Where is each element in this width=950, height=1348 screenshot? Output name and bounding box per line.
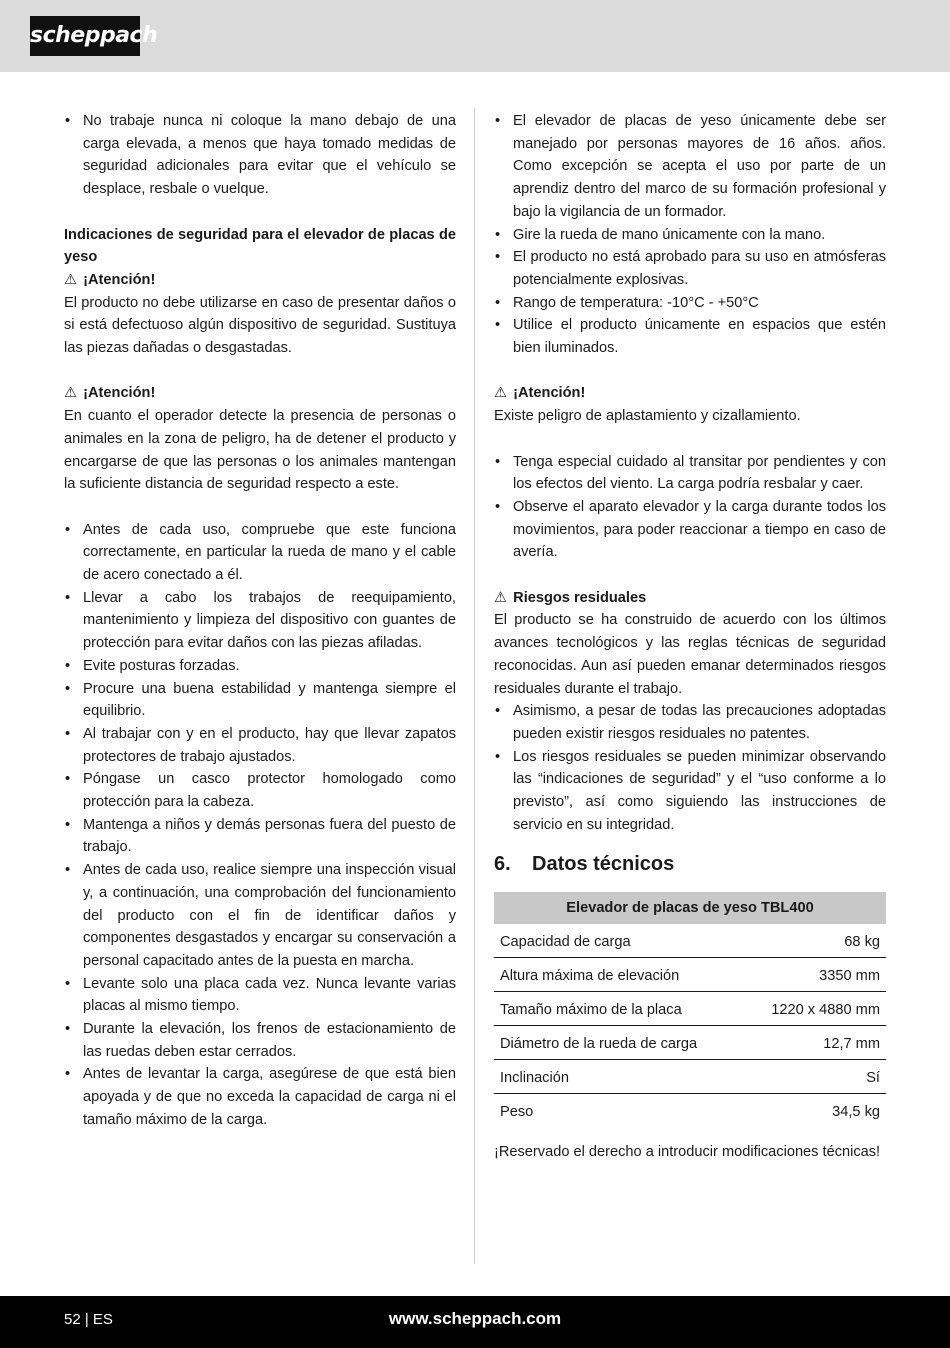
- warning-icon: ⚠: [64, 271, 78, 288]
- table-cell-value: 1220 x 4880 mm: [706, 992, 886, 1026]
- table-cell-label: Inclinación: [494, 1060, 706, 1094]
- right-column: [494, 110, 886, 1164]
- list-item: • El elevador de placas de yeso únicamente debe ser manejado por personas mayores de 16 años. años. Como excepción se acepta el uso por parte de un aprendiz dentro del marco de su formación profesional y bajo la vigilancia de un formador.: [494, 110, 886, 224]
- warning-icon: ⚠: [494, 589, 508, 606]
- page-footer: [0, 1296, 950, 1348]
- list-item: • Antes de cada uso, compruebe que este funciona correctamente, en particular la rueda de mano y el cable de acero conectado a él.: [64, 519, 456, 587]
- list-item: • Rango de temperatura: -10°C - +50°C: [494, 292, 886, 315]
- table-cell-value: 68 kg: [706, 924, 886, 958]
- list-item: • Llevar a cabo los trabajos de reequipamiento, mantenimiento y limpieza del dispositivo con guantes de protección para evitar daños con las piezas afiladas.: [64, 587, 456, 655]
- list-item: • Observe el aparato elevador y la carga durante todos los movimientos, para poder reaccionar a tiempo en caso de avería.: [494, 496, 886, 564]
- table-cell-value: 3350 mm: [706, 958, 886, 992]
- table-row: [494, 992, 886, 1026]
- column-divider: [474, 108, 475, 1264]
- bullet-list: [64, 519, 456, 1132]
- warning-label: ¡Atención!: [83, 385, 156, 402]
- residual-risks-label: Riesgos residuales: [513, 589, 647, 606]
- warning-heading: [64, 382, 456, 405]
- residual-risks-text: El producto se ha construido de acuerdo con los últimos avances tecnológicos y las reglas técnicas de seguridad reconocidas. Aun así pueden emanar determinados riesgos residuales durante el trabajo.: [494, 612, 886, 697]
- list-item: • Procure una buena estabilidad y mantenga siempre el equilibrio.: [64, 678, 456, 723]
- warning-text: Existe peligro de aplastamiento y cizallamiento.: [494, 408, 801, 425]
- list-item: • Utilice el producto únicamente en espacios que estén bien iluminados.: [494, 314, 886, 359]
- warning-icon: ⚠: [64, 385, 78, 402]
- warning-label: ¡Atención!: [83, 271, 156, 288]
- list-item: • Antes de cada uso, realice siempre una inspección visual y, a continuación, una comprobación del funcionamiento del producto con el fin de identificar daños y componentes desgastados y encargar su conservación a personal capacitado antes de la puesta en marcha.: [64, 859, 456, 973]
- brand-logo: scheppach: [30, 16, 140, 56]
- warning-heading: [494, 382, 886, 405]
- list-item: • Tenga especial cuidado al transitar por pendientes y con los efectos del viento. La carga podría resbalar y caer.: [494, 451, 886, 496]
- tech-data-table: [494, 892, 886, 1127]
- section-heading-text: Datos técnicos: [532, 853, 675, 876]
- bullet-list: [494, 700, 886, 836]
- table-cell-value: 34,5 kg: [832, 1104, 880, 1121]
- list-item: • Gire la rueda de mano únicamente con la mano.: [494, 224, 886, 247]
- table-header: Elevador de placas de yeso TBL400: [494, 892, 886, 924]
- page-number: 52 | ES: [64, 1311, 113, 1328]
- warning-icon: ⚠: [494, 385, 508, 402]
- reservation-note: ¡Reservado el derecho a introducir modificaciones técnicas!: [494, 1144, 881, 1161]
- list-item: • Los riesgos residuales se pueden minimizar observando las “indicaciones de seguridad” y el “uso conforme a lo previsto”, así como siguiendo las instrucciones de servicio en su integridad.: [494, 746, 886, 837]
- section-heading: [494, 850, 886, 878]
- website-url: www.scheppach.com: [388, 1309, 562, 1328]
- table-cell-label: Altura máxima de elevación: [494, 958, 706, 992]
- page-header: [0, 0, 950, 72]
- list-item: • No trabaje nunca ni coloque la mano debajo de una carga elevada, a menos que haya tomado medidas de seguridad adicionales para evitar que el vehículo se desplace, resbale o vuelque.: [64, 110, 456, 201]
- table-cell-label: Diámetro de la rueda de carga: [494, 1026, 706, 1060]
- list-item: • Evite posturas forzadas.: [64, 655, 456, 678]
- table-cell-label: Tamaño máximo de la placa: [494, 992, 706, 1026]
- list-item: • Levante solo una placa cada vez. Nunca levante varias placas al mismo tiempo.: [64, 973, 456, 1018]
- table-row: [494, 1094, 886, 1128]
- warning-text: El producto no debe utilizarse en caso de presentar daños o si está defectuoso algún dispositivo de seguridad. Sustituya las piezas dañadas o desgastadas.: [64, 294, 456, 357]
- table-row: [494, 958, 886, 992]
- list-item: • Asimismo, a pesar de todas las precauciones adoptadas pueden existir riesgos residuales no patentes.: [494, 700, 886, 745]
- list-item: • El producto no está aprobado para su uso en atmósferas potencialmente explosivas.: [494, 246, 886, 291]
- table-cell-label: Capacidad de carga: [494, 924, 706, 958]
- residual-risks-heading: [494, 587, 886, 610]
- list-item: • Póngase un casco protector homologado como protección para la cabeza.: [64, 768, 456, 813]
- table-row: [494, 1026, 886, 1060]
- section-title: Indicaciones de seguridad para el elevador de placas de yeso: [64, 226, 456, 266]
- table-cell-value: Sí: [706, 1060, 886, 1094]
- warning-text: En cuanto el operador detecte la presencia de personas o animales en la zona de peligro, ha de detener el producto y encargarse de que las personas o los animales mantengan la suficiente distancia de seguridad respecto a este.: [64, 408, 456, 493]
- warning-label: ¡Atención!: [513, 385, 586, 402]
- table-cell-value: 12,7 mm: [706, 1026, 886, 1060]
- table-row: [494, 1060, 886, 1094]
- section-number: 6.: [494, 853, 511, 876]
- bullet-list: [64, 110, 456, 201]
- bullet-list: [494, 110, 886, 360]
- list-item: • Antes de levantar la carga, asegúrese de que está bien apoyada y de que no exceda la capacidad de carga ni el tamaño máximo de la carga.: [64, 1063, 456, 1131]
- warning-heading: [64, 269, 456, 292]
- list-item: • Durante la elevación, los frenos de estacionamiento de las ruedas deben estar cerrados.: [64, 1018, 456, 1063]
- table-row: [494, 924, 886, 958]
- table-cell-label: Peso: [500, 1104, 534, 1121]
- list-item: • Al trabajar con y en el producto, hay que llevar zapatos protectores de trabajo ajustados.: [64, 723, 456, 768]
- bullet-list: [494, 451, 886, 565]
- left-column: [64, 110, 456, 1132]
- list-item: • Mantenga a niños y demás personas fuera del puesto de trabajo.: [64, 814, 456, 859]
